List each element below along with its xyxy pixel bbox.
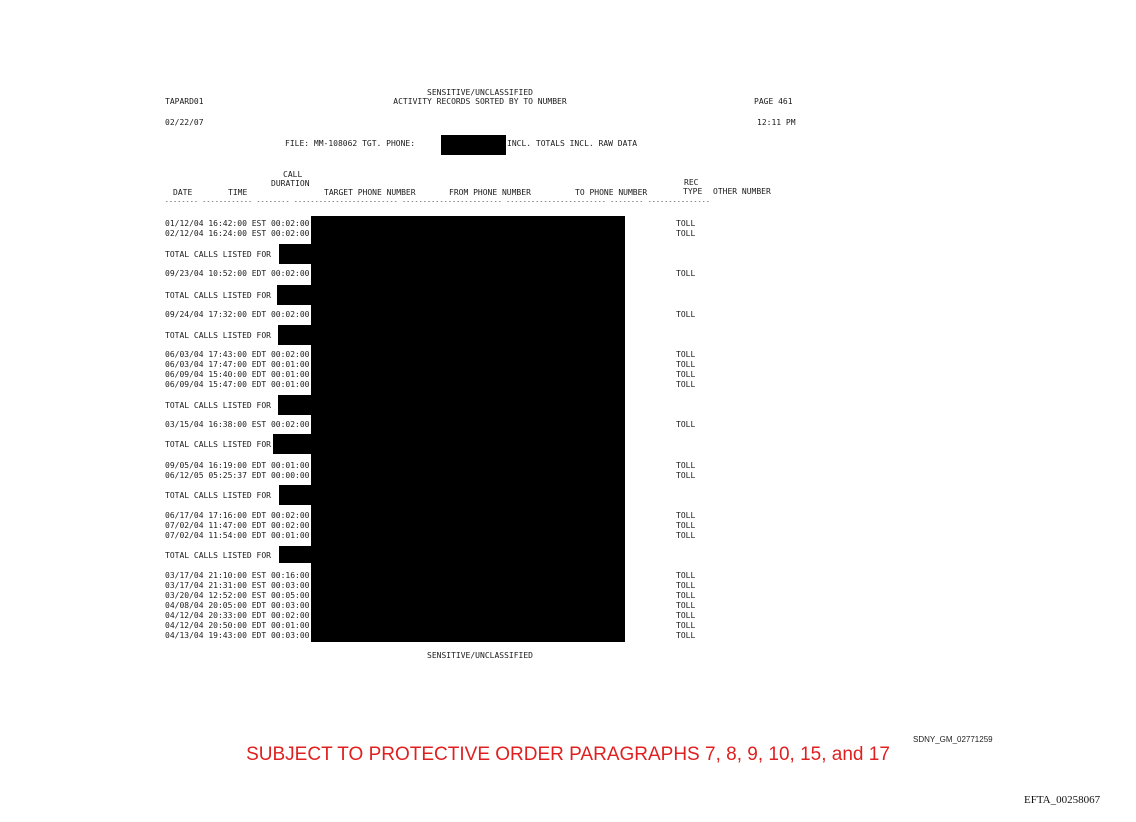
redaction-totals [278,395,311,415]
file-line-suffix: INCL. TOTALS INCL. RAW DATA [507,139,638,148]
record-row: 07/02/04 11:47:00 EDT 00:02:00 [165,521,310,530]
redaction-totals [279,244,311,264]
record-type: TOLL [676,611,696,620]
redaction-phone-columns [311,216,625,642]
report-time: 12:11 PM [757,118,796,127]
col-to-phone: TO PHONE NUMBER [575,188,648,197]
classification-top: SENSITIVE/UNCLASSIFIED [427,88,533,97]
file-line-prefix: FILE: MM-108062 TGT. PHONE: [285,139,416,148]
col-call: CALL [283,170,303,179]
record-type: TOLL [676,269,696,278]
totals-label: TOTAL CALLS LISTED FOR [165,551,271,560]
totals-label: TOTAL CALLS LISTED FOR [165,331,271,340]
record-row: 06/12/05 05:25:37 EDT 00:00:00 [165,471,310,480]
record-type: TOLL [676,591,696,600]
record-row: 03/15/04 16:38:00 EST 00:02:00 [165,420,310,429]
record-row: 02/12/04 16:24:00 EST 00:02:00 [165,229,310,238]
record-type: TOLL [676,581,696,590]
totals-label: TOTAL CALLS LISTED FOR [165,250,271,259]
totals-label: TOTAL CALLS LISTED FOR [165,491,271,500]
record-type: TOLL [676,350,696,359]
record-type: TOLL [676,571,696,580]
page-number: PAGE 461 [754,97,793,106]
redaction-totals [277,285,311,305]
totals-label: TOTAL CALLS LISTED FOR [165,291,271,300]
report-date: 02/22/07 [165,118,204,127]
record-row: 06/09/04 15:47:00 EDT 00:01:00 [165,380,310,389]
record-row: 04/12/04 20:33:00 EDT 00:02:00 [165,611,310,620]
efta-number: EFTA_00258067 [1024,794,1101,806]
col-other-number: OTHER NUMBER [713,187,771,196]
record-row: 03/17/04 21:10:00 EST 00:16:00 [165,571,310,580]
record-type: TOLL [676,531,696,540]
record-row: 07/02/04 11:54:00 EDT 00:01:00 [165,531,310,540]
record-row: 09/23/04 10:52:00 EDT 00:02:00 [165,269,310,278]
record-type: TOLL [676,310,696,319]
record-type: TOLL [676,631,696,640]
record-type: TOLL [676,461,696,470]
redaction-totals [273,434,311,454]
header-rule: -------- ------------ -------- ------------------------- ------------------------ ------------------------ -------- --------------- [165,198,711,205]
col-duration: DURATION [271,179,310,188]
bates-number: SDNY_GM_02771259 [913,735,993,744]
report-id: TAPARD01 [165,97,204,106]
record-row: 01/12/04 16:42:00 EST 00:02:00 [165,219,310,228]
classification-bottom: SENSITIVE/UNCLASSIFIED [427,651,533,660]
col-time: TIME [228,188,248,197]
record-type: TOLL [676,521,696,530]
record-row: 04/13/04 19:43:00 EDT 00:03:00 [165,631,310,640]
record-type: TOLL [676,380,696,389]
record-type: TOLL [676,621,696,630]
totals-label: TOTAL CALLS LISTED FOR [165,440,271,449]
record-type: TOLL [676,511,696,520]
redaction-totals [279,485,311,505]
record-row: 03/20/04 12:52:00 EST 00:05:00 [165,591,310,600]
col-type: TYPE [683,187,703,196]
record-type: TOLL [676,360,696,369]
protective-order-notice: SUBJECT TO PROTECTIVE ORDER PARAGRAPHS 7, 8, 9, 10, 15, and 17 [246,744,890,765]
redaction-totals [279,546,311,563]
record-row: 06/09/04 15:40:00 EDT 00:01:00 [165,370,310,379]
record-row: 09/05/04 16:19:00 EDT 00:01:00 [165,461,310,470]
record-row: 04/12/04 20:50:00 EDT 00:01:00 [165,621,310,630]
record-row: 09/24/04 17:32:00 EDT 00:02:00 [165,310,310,319]
record-type: TOLL [676,219,696,228]
record-row: 06/17/04 17:16:00 EDT 00:02:00 [165,511,310,520]
col-target-phone: TARGET PHONE NUMBER [324,188,416,197]
redaction-target-phone [441,135,506,155]
col-rec: REC [684,178,699,187]
report-title: ACTIVITY RECORDS SORTED BY TO NUMBER [393,97,567,106]
col-from-phone: FROM PHONE NUMBER [449,188,531,197]
record-type: TOLL [676,601,696,610]
record-type: TOLL [676,370,696,379]
record-row: 03/17/04 21:31:00 EST 00:03:00 [165,581,310,590]
record-type: TOLL [676,420,696,429]
record-row: 04/08/04 20:05:00 EDT 00:03:00 [165,601,310,610]
record-row: 06/03/04 17:47:00 EDT 00:01:00 [165,360,310,369]
record-type: TOLL [676,471,696,480]
record-row: 06/03/04 17:43:00 EDT 00:02:00 [165,350,310,359]
totals-label: TOTAL CALLS LISTED FOR [165,401,271,410]
col-date: DATE [173,188,193,197]
redaction-totals [278,325,311,345]
record-type: TOLL [676,229,696,238]
